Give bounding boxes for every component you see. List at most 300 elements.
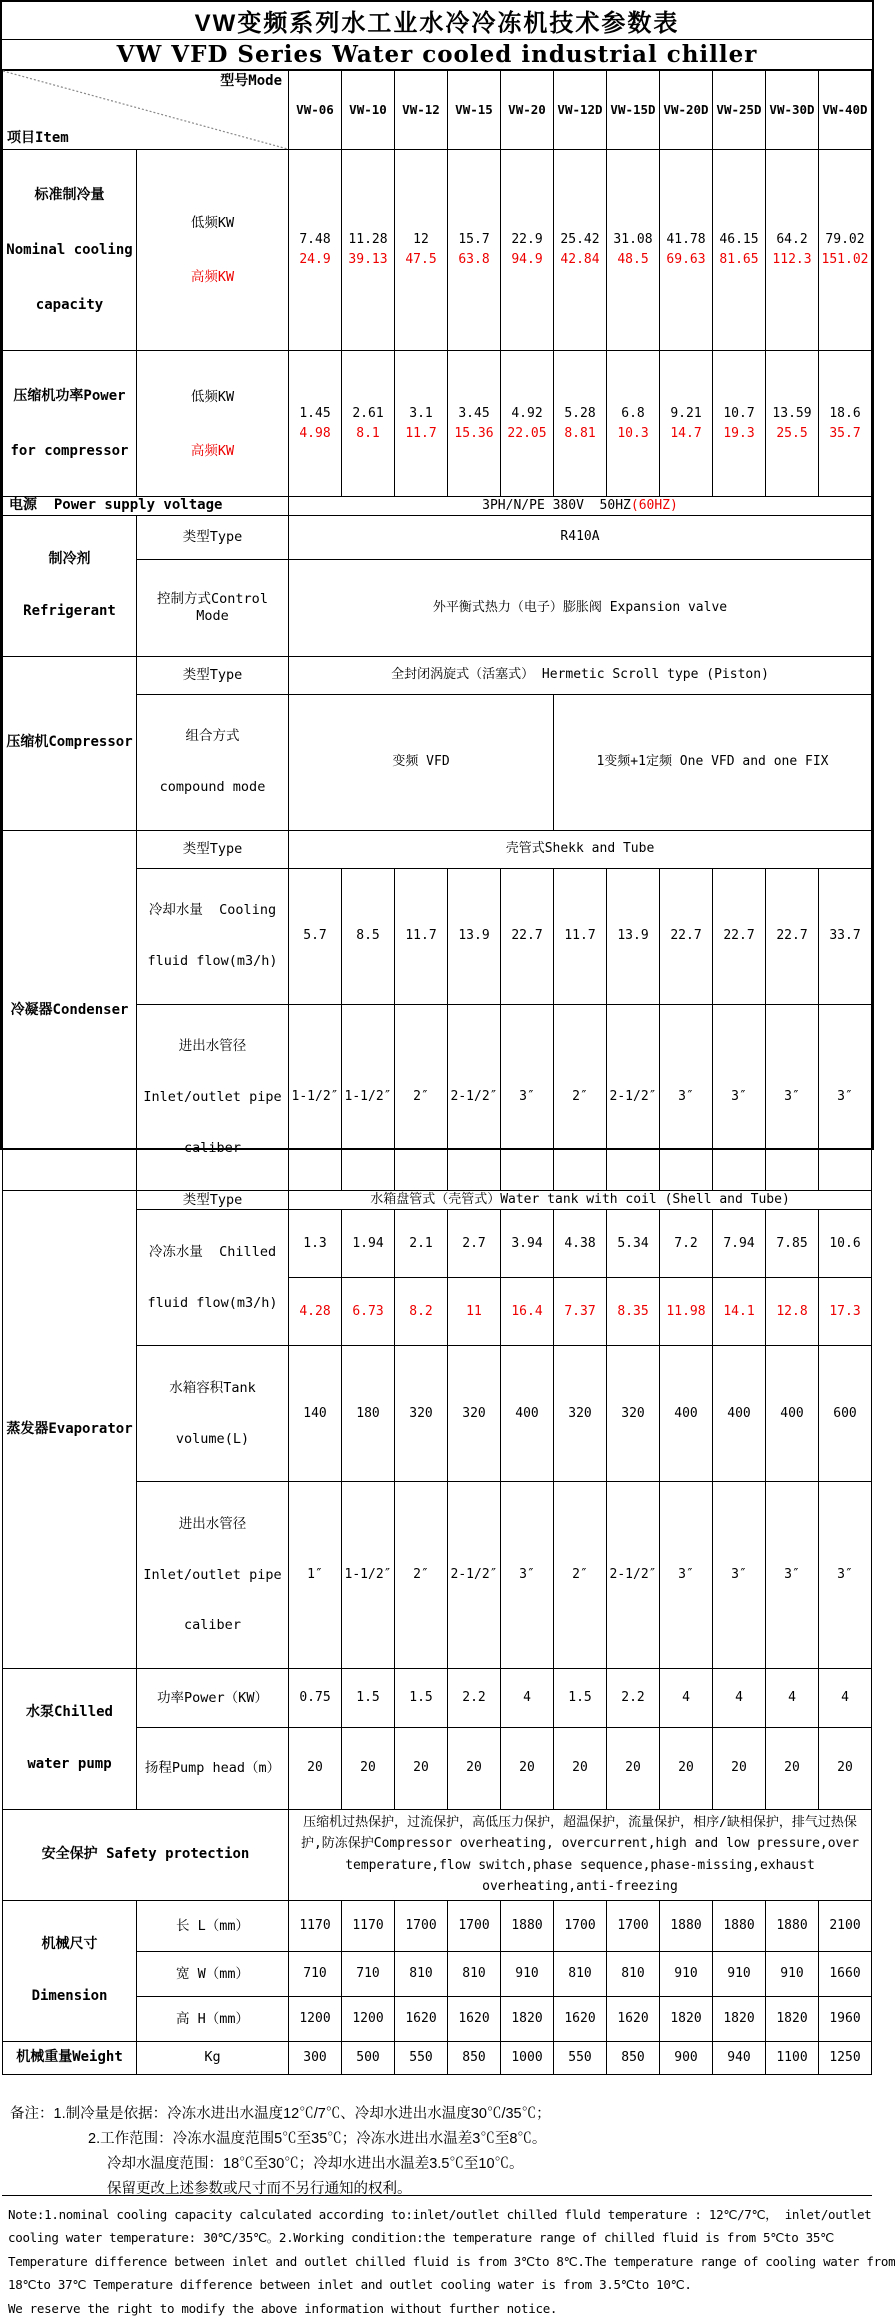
chilled-flow-low-value: 7.2 xyxy=(660,1210,713,1278)
compressor-type-label: 类型Type xyxy=(137,656,289,694)
diagonal-header-cell xyxy=(3,71,289,150)
spec-table xyxy=(2,70,872,2075)
note-line: Temperature difference between inlet and outlet chilled fluid is from 3℃to 8℃.The temperature range of cooling water from xyxy=(8,2253,895,2269)
evaporator-pipe-value: 3″ xyxy=(660,1482,713,1669)
dimension-label xyxy=(3,1900,137,2041)
cooling-flow-label xyxy=(137,868,289,1004)
evaporator-pipe-value: 2-1/2″ xyxy=(607,1482,660,1669)
pump-power-value: 2.2 xyxy=(448,1668,501,1727)
dim-width-value: 710 xyxy=(289,1952,342,1997)
note-line: We reserve the right to modify the above information without further notice. xyxy=(8,2300,558,2316)
condenser-pipe-value: 3″ xyxy=(660,1004,713,1191)
label-line: Inlet/outlet pipe xyxy=(143,1089,282,1105)
dim-length-value: 1880 xyxy=(660,1900,713,1951)
label-line: 冷冻水量 Chilled xyxy=(148,1244,277,1260)
label-line: 压缩机功率Power xyxy=(13,388,126,405)
low-freq-label: 低频KW xyxy=(190,388,235,405)
nominal-cooling-value-low: 12 xyxy=(413,232,429,248)
pump-label xyxy=(3,1668,137,1809)
nominal-cooling-value-high: 63.8 xyxy=(458,252,490,268)
model-header-cell: VW-20D xyxy=(660,71,713,150)
pump-head-value: 20 xyxy=(660,1728,713,1810)
dim-height-value: 1620 xyxy=(395,1997,448,2042)
compressor-power-value xyxy=(766,351,819,497)
tank-volume-value: 320 xyxy=(607,1346,660,1482)
high-freq-label: 高频KW xyxy=(190,269,235,285)
pump-power-value: 4 xyxy=(501,1668,554,1727)
condenser-pipe-value: 2″ xyxy=(554,1004,607,1191)
weight-value: 550 xyxy=(554,2041,607,2074)
compressor-power-value-high: 11.7 xyxy=(405,425,437,441)
page-title-en: VW VFD Series Water cooled industrial chiller xyxy=(2,40,872,70)
compressor-power-value-low: 2.61 xyxy=(352,405,384,421)
chilled-flow-low-value: 2.1 xyxy=(395,1210,448,1278)
compound-mode-vfd: 变频 VFD xyxy=(289,694,554,830)
weight-value: 550 xyxy=(395,2041,448,2074)
model-header-cell: VW-12 xyxy=(395,71,448,150)
nominal-cooling-value xyxy=(448,150,501,351)
evaporator-label: 蒸发器Evaporator xyxy=(3,1191,137,1669)
control-mode-label: 控制方式Control Mode xyxy=(137,560,289,656)
compressor-power-value xyxy=(395,351,448,497)
label-line: fluid flow(m3/h) xyxy=(147,953,278,969)
voltage-60hz-text: (60HZ) xyxy=(630,497,678,513)
chilled-flow-low-value: 2.7 xyxy=(448,1210,501,1278)
item-label: 项目Item xyxy=(7,129,69,146)
weight-value: 900 xyxy=(660,2041,713,2074)
label-line: 机械尺寸 xyxy=(41,1935,98,1952)
weight-value: 850 xyxy=(448,2041,501,2074)
pump-power-value: 1.5 xyxy=(342,1668,395,1727)
pump-head-value: 20 xyxy=(607,1728,660,1810)
evaporator-pipe-value: 3″ xyxy=(501,1482,554,1669)
compressor-power-value-low: 1.45 xyxy=(299,405,331,421)
compressor-power-value xyxy=(342,351,395,497)
cooling-flow-value: 22.7 xyxy=(501,868,554,1004)
chilled-flow-high-value: 11 xyxy=(448,1278,501,1346)
pump-power-label: 功率Power（KW） xyxy=(137,1668,289,1727)
evaporator-pipe-value: 1″ xyxy=(289,1482,342,1669)
pump-head-value: 20 xyxy=(766,1728,819,1810)
compressor-power-value-high: 22.05 xyxy=(507,425,547,441)
weight-value: 1100 xyxy=(766,2041,819,2074)
nominal-cooling-value-high: 48.5 xyxy=(617,252,649,268)
condenser-pipe-value: 3″ xyxy=(819,1004,872,1191)
header-row xyxy=(3,71,872,150)
label-line: 组合方式 xyxy=(185,728,240,745)
dim-height-value: 1820 xyxy=(660,1997,713,2042)
pump-power-value: 1.5 xyxy=(554,1668,607,1727)
row-nominal-cooling xyxy=(3,150,872,351)
evaporator-pipe-value: 3″ xyxy=(766,1482,819,1669)
pump-head-value: 20 xyxy=(395,1728,448,1810)
tank-volume-value: 400 xyxy=(713,1346,766,1482)
compressor-power-value-low: 18.6 xyxy=(829,405,861,421)
label-line: 冷却水量 Cooling xyxy=(148,902,277,919)
weight-value: 850 xyxy=(607,2041,660,2074)
model-header-cell: VW-15 xyxy=(448,71,501,150)
safety-label: 安全保护 Safety protection xyxy=(3,1809,289,1900)
control-mode-value: 外平衡式热力（电子）膨胀阀 Expansion valve xyxy=(289,560,872,656)
compressor-power-value xyxy=(607,351,660,497)
compressor-label: 压缩机Compressor xyxy=(3,656,137,830)
pump-power-value: 1.5 xyxy=(395,1668,448,1727)
nominal-cooling-value xyxy=(342,150,395,351)
label-line: 水箱容积Tank xyxy=(169,1380,256,1396)
label-line: Inlet/outlet pipe xyxy=(143,1566,282,1583)
condenser-pipe-value: 1-1/2″ xyxy=(289,1004,342,1191)
chilled-flow-high-value: 16.4 xyxy=(501,1278,554,1346)
evaporator-pipe-value: 3″ xyxy=(713,1482,766,1669)
row-compressor-power xyxy=(3,351,872,497)
weight-value: 940 xyxy=(713,2041,766,2074)
condenser-pipe-value: 2-1/2″ xyxy=(607,1004,660,1191)
dim-height-value: 1200 xyxy=(342,1997,395,2042)
label-line: for compressor xyxy=(10,443,129,460)
compressor-power-value-high: 35.7 xyxy=(829,425,861,441)
row-power-supply xyxy=(3,497,872,516)
pump-head-value: 20 xyxy=(501,1728,554,1810)
chilled-flow-high-value: 12.8 xyxy=(766,1278,819,1346)
nominal-cooling-value-low: 25.42 xyxy=(560,232,600,248)
high-freq-label: 高频KW xyxy=(190,442,235,459)
nominal-cooling-value-high: 112.3 xyxy=(772,252,812,268)
chilled-flow-high-value: 7.37 xyxy=(554,1278,607,1346)
chilled-flow-high-value: 4.28 xyxy=(289,1278,342,1346)
model-header-cell: VW-40D xyxy=(819,71,872,150)
cooling-flow-value: 22.7 xyxy=(766,868,819,1004)
compressor-power-value-low: 3.1 xyxy=(409,405,433,421)
refrigerant-type-value: R410A xyxy=(289,515,872,560)
compressor-power-value-low: 10.7 xyxy=(723,405,755,421)
cooling-flow-value: 13.9 xyxy=(448,868,501,1004)
remark-line: 2.工作范围：冷冻水温度范围5℃至35℃；冷冻水进出水温差3℃至8℃。 xyxy=(88,2130,547,2147)
condenser-pipe-value: 2-1/2″ xyxy=(448,1004,501,1191)
dim-width-value: 710 xyxy=(342,1952,395,1997)
nominal-cooling-value-low: 31.08 xyxy=(613,232,653,248)
model-header-cell: VW-12D xyxy=(554,71,607,150)
remark-line: 备注：1.制冷量是依据：冷冻水进出水温度12℃/7℃、冷却水进出水温度30℃/35℃； xyxy=(10,2105,551,2122)
dim-length-value: 1700 xyxy=(448,1900,501,1951)
nominal-cooling-value-low: 11.28 xyxy=(348,232,388,248)
compressor-power-value xyxy=(448,351,501,497)
compound-mode-vfd-fix: 1变频+1定频 One VFD and one FIX xyxy=(554,694,872,830)
condenser-pipe-value: 1-1/2″ xyxy=(342,1004,395,1191)
compressor-power-value xyxy=(554,351,607,497)
nominal-cooling-value-low: 46.15 xyxy=(719,232,759,248)
evaporator-pipe-value: 2-1/2″ xyxy=(448,1482,501,1669)
compressor-power-value xyxy=(713,351,766,497)
pump-power-value: 4 xyxy=(819,1668,872,1727)
label-line: Dimension xyxy=(31,1988,108,2005)
compound-mode-label xyxy=(137,694,289,830)
nominal-cooling-value xyxy=(395,150,448,351)
label-line: 水泵Chilled xyxy=(25,1703,113,1720)
model-header-cell: VW-25D xyxy=(713,71,766,150)
pump-head-value: 20 xyxy=(448,1728,501,1810)
compressor-power-value xyxy=(660,351,713,497)
dim-length-value: 1170 xyxy=(289,1900,342,1951)
label-line: volume(L) xyxy=(175,1430,250,1447)
row-compressor-type xyxy=(3,656,872,694)
row-dim-length xyxy=(3,1900,872,1951)
refrigerant-type-label: 类型Type xyxy=(137,515,289,560)
nominal-cooling-value xyxy=(713,150,766,351)
condenser-pipe-value: 3″ xyxy=(501,1004,554,1191)
dim-width-value: 810 xyxy=(448,1952,501,1997)
pump-head-value: 20 xyxy=(819,1728,872,1810)
dim-height-value: 1620 xyxy=(554,1997,607,2042)
chilled-flow-high-value: 8.35 xyxy=(607,1278,660,1346)
dim-height-value: 1620 xyxy=(448,1997,501,2042)
label-line: 标准制冷量 xyxy=(34,187,105,204)
label-line: Nominal cooling xyxy=(6,242,133,259)
chilled-flow-high-value: 14.1 xyxy=(713,1278,766,1346)
dim-length-value: 1880 xyxy=(713,1900,766,1951)
nominal-cooling-value-high: 69.63 xyxy=(666,252,706,268)
evaporator-type-label: 类型Type xyxy=(137,1191,289,1210)
dim-width-value: 1660 xyxy=(819,1952,872,1997)
evaporator-pipe-value: 3″ xyxy=(819,1482,872,1669)
dim-width-label: 宽 W（mm） xyxy=(137,1952,289,1997)
chilled-flow-high-value: 8.2 xyxy=(395,1278,448,1346)
note-line: cooling water temperature: 30℃/35℃。2.Working condition:the temperature range of chilled fluid is from 5℃to 35℃ xyxy=(8,2230,834,2246)
compressor-power-label xyxy=(3,351,137,497)
label-line: water pump xyxy=(27,1756,112,1773)
nominal-freq-labels xyxy=(137,150,289,351)
nominal-cooling-value-low: 79.02 xyxy=(825,232,865,248)
nominal-cooling-value-high: 47.5 xyxy=(405,252,437,268)
compressor-power-value-high: 10.3 xyxy=(617,425,649,441)
nominal-cooling-value xyxy=(766,150,819,351)
chilled-flow-high-value: 17.3 xyxy=(819,1278,872,1346)
chilled-flow-high-value: 6.73 xyxy=(342,1278,395,1346)
chilled-flow-high-value: 11.98 xyxy=(660,1278,713,1346)
tank-volume-value: 320 xyxy=(395,1346,448,1482)
cooling-flow-value: 33.7 xyxy=(819,868,872,1004)
row-safety xyxy=(3,1809,872,1900)
dim-length-value: 1700 xyxy=(395,1900,448,1951)
cooling-flow-value: 11.7 xyxy=(554,868,607,1004)
evaporator-pipe-label xyxy=(137,1482,289,1669)
weight-value: 500 xyxy=(342,2041,395,2074)
chilled-flow-low-value: 7.85 xyxy=(766,1210,819,1278)
model-header-cell: VW-10 xyxy=(342,71,395,150)
nominal-cooling-value xyxy=(819,150,872,351)
row-evaporator-type xyxy=(3,1191,872,1210)
nominal-cooling-value-high: 151.02 xyxy=(821,252,869,268)
row-weight xyxy=(3,2041,872,2074)
dim-length-value: 1700 xyxy=(607,1900,660,1951)
weight-label: 机械重量Weight xyxy=(3,2041,137,2074)
nominal-cooling-value-high: 24.9 xyxy=(299,252,331,268)
pump-power-value: 0.75 xyxy=(289,1668,342,1727)
row-pump-power xyxy=(3,1668,872,1727)
nominal-cooling-value-high: 42.84 xyxy=(560,252,600,268)
pump-head-label: 扬程Pump head（m） xyxy=(137,1728,289,1810)
label-line: capacity xyxy=(35,297,104,314)
label-line: compound mode xyxy=(159,779,266,795)
tank-volume-value: 400 xyxy=(766,1346,819,1482)
dim-length-label: 长 L（mm） xyxy=(137,1900,289,1951)
compressor-power-value-low: 3.45 xyxy=(458,405,490,421)
voltage-text: 3PH/N/PE 380V 50HZ xyxy=(482,497,631,513)
model-header-cell: VW-06 xyxy=(289,71,342,150)
compressor-power-value-high: 8.1 xyxy=(356,425,380,441)
cooling-flow-value: 13.9 xyxy=(607,868,660,1004)
nominal-cooling-value xyxy=(501,150,554,351)
row-refrigerant-type xyxy=(3,515,872,560)
compressor-type-value: 全封闭涡旋式（活塞式） Hermetic Scroll type (Piston) xyxy=(289,656,872,694)
dim-length-value: 2100 xyxy=(819,1900,872,1951)
dim-width-value: 810 xyxy=(554,1952,607,1997)
page-title-zh: VW变频系列水工业水冷冷冻机技术参数表 xyxy=(2,2,872,40)
label-line: Refrigerant xyxy=(23,603,116,620)
chilled-flow-low-value: 10.6 xyxy=(819,1210,872,1278)
row-condenser-type xyxy=(3,830,872,868)
pump-power-value: 4 xyxy=(660,1668,713,1727)
pump-power-value: 4 xyxy=(713,1668,766,1727)
tank-volume-value: 600 xyxy=(819,1346,872,1482)
note-line: Note:1.nominal cooling capacity calculated according to:inlet/outlet chilled fluld temperature : 12℃/7℃， inlet/outlet xyxy=(8,2206,872,2222)
compressor-power-value xyxy=(819,351,872,497)
compressor-power-value-high: 25.5 xyxy=(776,425,808,441)
pump-head-value: 20 xyxy=(554,1728,607,1810)
dim-height-value: 1820 xyxy=(501,1997,554,2042)
nominal-cooling-value-low: 15.7 xyxy=(458,232,490,248)
nominal-cooling-value xyxy=(289,150,342,351)
compressor-power-value-low: 5.28 xyxy=(564,405,596,421)
chilled-flow-low-value: 1.94 xyxy=(342,1210,395,1278)
compressor-power-value-high: 14.7 xyxy=(670,425,702,441)
remark-block-zh xyxy=(2,2075,872,2196)
chilled-flow-low-value: 5.34 xyxy=(607,1210,660,1278)
condenser-pipe-value: 2″ xyxy=(395,1004,448,1191)
model-header-cell: VW-20 xyxy=(501,71,554,150)
chilled-flow-low-value: 1.3 xyxy=(289,1210,342,1278)
chilled-flow-label xyxy=(137,1210,289,1346)
evaporator-type-value: 水箱盘管式（壳管式）Water tank with coil (Shell and Tube) xyxy=(289,1191,872,1210)
cooling-flow-value: 22.7 xyxy=(713,868,766,1004)
pump-power-value: 4 xyxy=(766,1668,819,1727)
dim-width-value: 910 xyxy=(766,1952,819,1997)
dim-height-value: 1960 xyxy=(819,1997,872,2042)
mode-label: 型号Mode xyxy=(220,73,282,89)
tank-volume-value: 400 xyxy=(501,1346,554,1482)
tank-volume-value: 180 xyxy=(342,1346,395,1482)
pump-head-value: 20 xyxy=(342,1728,395,1810)
nominal-cooling-value xyxy=(660,150,713,351)
nominal-cooling-value-low: 64.2 xyxy=(776,232,808,248)
dim-height-value: 1200 xyxy=(289,1997,342,2042)
compressor-power-value-low: 9.21 xyxy=(670,405,702,421)
low-freq-label: 低频KW xyxy=(190,215,235,232)
compressor-power-value-low: 13.59 xyxy=(772,405,812,421)
weight-unit: Kg xyxy=(137,2041,289,2074)
nominal-cooling-value xyxy=(554,150,607,351)
model-header-cell: VW-30D xyxy=(766,71,819,150)
nominal-cooling-value-high: 39.13 xyxy=(348,252,388,268)
pump-power-value: 2.2 xyxy=(607,1668,660,1727)
tank-volume-value: 400 xyxy=(660,1346,713,1482)
chilled-flow-low-value: 7.94 xyxy=(713,1210,766,1278)
label-line: caliber xyxy=(184,1617,241,1634)
nominal-cooling-value xyxy=(607,150,660,351)
note-block-en xyxy=(2,2196,895,2316)
dim-height-value: 1620 xyxy=(607,1997,660,2042)
condenser-type-value: 壳管式Shekk and Tube xyxy=(289,830,872,868)
dim-length-value: 1880 xyxy=(501,1900,554,1951)
chilled-flow-low-value: 3.94 xyxy=(501,1210,554,1278)
condenser-pipe-value: 3″ xyxy=(766,1004,819,1191)
cooling-flow-value: 11.7 xyxy=(395,868,448,1004)
weight-value: 1000 xyxy=(501,2041,554,2074)
label-line: caliber xyxy=(184,1139,241,1156)
compressor-power-value xyxy=(501,351,554,497)
dim-length-value: 1700 xyxy=(554,1900,607,1951)
model-header-cell: VW-15D xyxy=(607,71,660,150)
power-supply-value xyxy=(289,497,872,516)
cooling-flow-value: 22.7 xyxy=(660,868,713,1004)
compressor-power-value-high: 4.98 xyxy=(299,425,331,441)
evaporator-pipe-value: 1-1/2″ xyxy=(342,1482,395,1669)
dim-height-label: 高 H（mm） xyxy=(137,1997,289,2042)
chilled-flow-low-value: 4.38 xyxy=(554,1210,607,1278)
condenser-pipe-label xyxy=(137,1004,289,1191)
tank-volume-value: 140 xyxy=(289,1346,342,1482)
nominal-cooling-value-low: 7.48 xyxy=(299,232,331,248)
label-line: 制冷剂 xyxy=(48,550,91,567)
cooling-flow-value: 8.5 xyxy=(342,868,395,1004)
remark-line: 冷却水温度范围：18℃至30℃；冷却水进出水温差3.5℃至10℃。 xyxy=(107,2155,524,2172)
dim-width-value: 910 xyxy=(501,1952,554,1997)
nominal-cooling-value-high: 94.9 xyxy=(511,252,543,268)
condenser-label: 冷凝器Condenser xyxy=(3,830,137,1191)
dim-height-value: 1820 xyxy=(766,1997,819,2042)
condenser-pipe-value: 3″ xyxy=(713,1004,766,1191)
dim-length-value: 1170 xyxy=(342,1900,395,1951)
pump-head-value: 20 xyxy=(713,1728,766,1810)
compressor-power-value xyxy=(289,351,342,497)
label-line: fluid flow(m3/h) xyxy=(147,1294,278,1311)
weight-value: 300 xyxy=(289,2041,342,2074)
nominal-cooling-label xyxy=(3,150,137,351)
nominal-cooling-value-low: 41.78 xyxy=(666,232,706,248)
tank-volume-value: 320 xyxy=(554,1346,607,1482)
label-line: 进出水管径 xyxy=(178,1038,247,1055)
cooling-flow-value: 5.7 xyxy=(289,868,342,1004)
tank-volume-label xyxy=(137,1346,289,1482)
compressor-power-value-high: 15.36 xyxy=(454,425,494,441)
pump-head-value: 20 xyxy=(289,1728,342,1810)
dim-length-value: 1880 xyxy=(766,1900,819,1951)
evaporator-pipe-value: 2″ xyxy=(554,1482,607,1669)
dim-width-value: 810 xyxy=(395,1952,448,1997)
compressor-power-value-high: 19.3 xyxy=(723,425,755,441)
condenser-type-label: 类型Type xyxy=(137,830,289,868)
nominal-cooling-value-high: 81.65 xyxy=(719,252,759,268)
compressor-freq-labels xyxy=(137,351,289,497)
compressor-power-value-low: 6.8 xyxy=(621,405,645,421)
label-line: 进出水管径 xyxy=(178,1516,247,1532)
dim-width-value: 910 xyxy=(713,1952,766,1997)
remark-line: 保留更改上述参数或尺寸而不另行通知的权利。 xyxy=(107,2180,412,2197)
weight-value: 1250 xyxy=(819,2041,872,2074)
dim-height-value: 1820 xyxy=(713,1997,766,2042)
note-line: 18℃to 37℃ Temperature difference between inlet and outlet cooling water is from 3.5℃to 10℃. xyxy=(8,2277,692,2293)
compressor-power-value-low: 4.92 xyxy=(511,405,543,421)
tank-volume-value: 320 xyxy=(448,1346,501,1482)
